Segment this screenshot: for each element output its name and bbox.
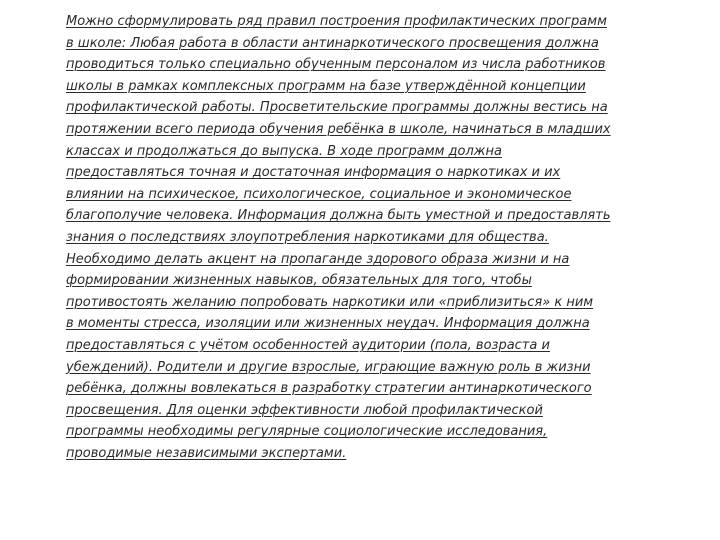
- text-line: знания о последствиях злоупотребления наркотиками для общества.: [66, 229, 549, 245]
- text-line: предоставляться с учётом особенностей аудитории (пола, возраста и: [66, 337, 550, 353]
- text-line: в школе: Любая работа в области антинаркотического просвещения должна: [66, 35, 599, 51]
- text-line: проводиться только специально обученным персоналом из числа работников: [66, 57, 606, 73]
- text-line: школы в рамках комплексных программ на базе утверждённой концепции: [66, 78, 586, 94]
- text-line: в моменты стресса, изоляции или жизненных неудач. Информация должна: [66, 316, 590, 332]
- text-line: формировании жизненных навыков, обязательных для того, чтобы: [66, 273, 532, 289]
- text-line: Можно сформулировать ряд правил построения профилактических программ: [66, 14, 607, 29]
- text-line: благополучие человека. Информация должна быть уместной и предоставлять: [66, 208, 611, 224]
- text-line: проводимые независимыми экспертами.: [66, 445, 347, 461]
- text-line: Необходимо делать акцент на пропаганде здорового образа жизни и на: [66, 251, 570, 267]
- text-line: убеждений). Родители и другие взрослые, играющие важную роль в жизни: [66, 359, 591, 375]
- text-line: просвещения. Для оценки эффективности любой профилактической: [66, 402, 543, 418]
- text-line: ребёнка, должны вовлекаться в разработку стратегии антинаркотического: [66, 381, 592, 397]
- text-line: профилактической работы. Просветительские программы должны вестись на: [66, 100, 608, 116]
- text-line: предоставляться точная и достаточная информация о наркотиках и их: [66, 165, 561, 181]
- text-line: влиянии на психическое, психологическое, социальное и экономическое: [66, 186, 572, 202]
- body-text: [66, 11, 690, 464]
- text-line: программы необходимы регулярные социологические исследования,: [66, 424, 548, 440]
- text-line: протяжении всего периода обучения ребёнка в школе, начинаться в младших: [66, 121, 611, 137]
- text-line: классах и продолжаться до выпуска. В ходе программ должна: [66, 143, 502, 159]
- text-line: противостоять желанию попробовать наркотики или «приблизиться» к ним: [66, 294, 594, 310]
